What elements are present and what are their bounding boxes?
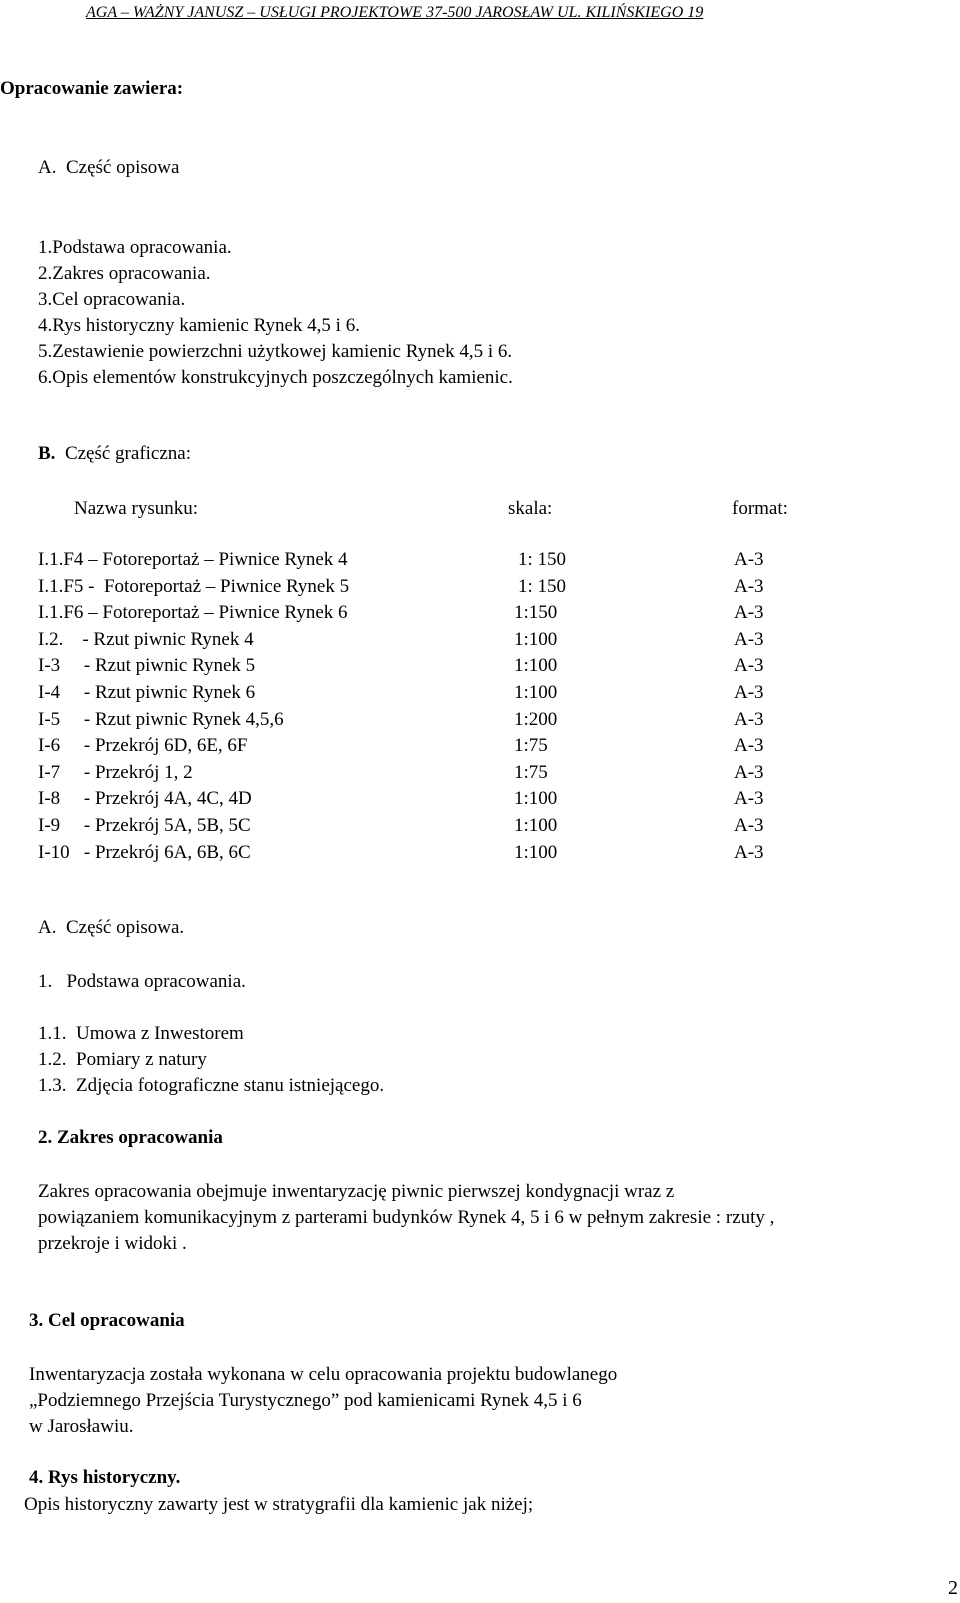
list-item: 1.1. Umowa z Inwestorem (38, 1023, 244, 1044)
list-item: 1.3. Zdjęcia fotograficzne stanu istniejącego. (38, 1075, 385, 1096)
list-item: 1.2. Pomiary z natury (38, 1049, 207, 1070)
table-cell-name: I.1.F4 – Fotoreportaż – Piwnice Rynek 4 (38, 549, 348, 570)
table-cell-scale: 1:100 (514, 815, 558, 836)
page-number: 2 (948, 1577, 958, 1599)
table-cell-scale: 1:200 (514, 709, 558, 730)
part-b-heading (38, 443, 191, 465)
toc-list (38, 235, 513, 391)
paragraph-line: przekroje i widoki . (38, 1233, 187, 1254)
part-a-label: A. (38, 157, 57, 178)
table-cell-name: I-9 - Przekrój 5A, 5B, 5C (38, 815, 251, 836)
table-cell-name: I-4 - Rzut piwnic Rynek 6 (38, 682, 256, 703)
table-cell-name: I-8 - Przekrój 4A, 4C, 4D (38, 788, 252, 809)
table-cell-name: I.1.F5 - Fotoreportaż – Piwnice Rynek 5 (38, 576, 350, 597)
table-cell-scale: 1:100 (514, 842, 558, 863)
section-a-label: A. (38, 917, 57, 938)
section-a-title: Część opisowa. (65, 917, 185, 938)
table-cell-scale: 1:100 (514, 629, 558, 650)
section-1-list (38, 1021, 384, 1099)
section-4-text: Opis historyczny zawarty jest w stratygrafii dla kamienic jak niżej; (24, 1494, 534, 1515)
paragraph-line: Inwentaryzacja została wykonana w celu opracowania projektu budowlanego (29, 1364, 618, 1385)
section-3-paragraph (29, 1362, 617, 1440)
section-1-heading (38, 971, 246, 993)
table-header-format: format: (732, 498, 788, 519)
part-a-title: Część opisowa (65, 157, 180, 178)
section-1-label: 1. (38, 971, 53, 992)
section-a-heading (38, 917, 184, 939)
table-cell-scale: 1:150 (514, 602, 558, 623)
table-cell-format: A-3 (734, 709, 764, 730)
table-cell-name: I-3 - Rzut piwnic Rynek 5 (38, 655, 256, 676)
contents-title: Opracowanie zawiera: (0, 78, 184, 99)
section-3-heading: 3. Cel opracowania (29, 1310, 185, 1331)
section-2-paragraph (38, 1179, 774, 1257)
table-header-name: Nazwa rysunku: (74, 498, 198, 519)
table-cell-format: A-3 (734, 815, 764, 836)
table-cell-scale: 1: 150 (518, 576, 567, 597)
table-cell-format: A-3 (734, 549, 764, 570)
table-cell-scale: 1:100 (514, 655, 558, 676)
paragraph-line: w Jarosławiu. (29, 1416, 134, 1437)
part-a-heading (38, 157, 179, 179)
section-1-title: Podstawa opracowania. (66, 971, 246, 992)
paragraph-line: powiązaniem komunikacyjnym z parterami budynków Rynek 4, 5 i 6 w pełnym zakresie : rzuty , (38, 1207, 775, 1228)
table-cell-scale: 1:100 (514, 682, 558, 703)
table-cell-format: A-3 (734, 788, 764, 809)
table-cell-scale: 1:100 (514, 788, 558, 809)
toc-item: 6.Opis elementów konstrukcyjnych poszczególnych kamienic. (38, 367, 513, 388)
table-cell-format: A-3 (734, 576, 764, 597)
paragraph-line: Zakres opracowania obejmuje inwentaryzację piwnic pierwszej kondygnacji wraz z (38, 1181, 675, 1202)
page-header: AGA – WAŻNY JANUSZ – USŁUGI PROJEKTOWE 37-500 JAROSŁAW UL. KILIŃSKIEGO 19 (86, 4, 704, 21)
section-4-heading: 4. Rys historyczny. (29, 1467, 181, 1488)
table-cell-scale: 1:75 (514, 762, 548, 783)
toc-item: 1.Podstawa opracowania. (38, 237, 232, 258)
toc-item: 5.Zestawienie powierzchni użytkowej kamienic Rynek 4,5 i 6. (38, 341, 513, 362)
part-b-title: Część graficzna: (64, 443, 191, 464)
table-cell-format: A-3 (734, 629, 764, 650)
table-cell-format: A-3 (734, 655, 764, 676)
table-cell-name: I-10 - Przekrój 6A, 6B, 6C (38, 842, 251, 863)
table-cell-format: A-3 (734, 735, 764, 756)
toc-item: 2.Zakres opracowania. (38, 263, 211, 284)
table-cell-format: A-3 (734, 762, 764, 783)
section-2-heading: 2. Zakres opracowania (38, 1127, 223, 1148)
table-cell-scale: 1:75 (514, 735, 548, 756)
table-cell-format: A-3 (734, 842, 764, 863)
table-cell-name: I-5 - Rzut piwnic Rynek 4,5,6 (38, 709, 284, 730)
table-header-scale: skala: (508, 498, 553, 519)
table-cell-format: A-3 (734, 602, 764, 623)
toc-item: 3.Cel opracowania. (38, 289, 186, 310)
table-cell-name: I-7 - Przekrój 1, 2 (38, 762, 193, 783)
table-cell-name: I.1.F6 – Fotoreportaż – Piwnice Rynek 6 (38, 602, 348, 623)
table-cell-format: A-3 (734, 682, 764, 703)
table-cell-name: I-6 - Przekrój 6D, 6E, 6F (38, 735, 248, 756)
table-cell-name: I.2. - Rzut piwnic Rynek 4 (38, 629, 254, 650)
part-b-label: B. (38, 443, 56, 464)
paragraph-line: „Podziemnego Przejścia Turystycznego” pod kamienicami Rynek 4,5 i 6 (29, 1390, 582, 1411)
toc-item: 4.Rys historyczny kamienic Rynek 4,5 i 6. (38, 315, 360, 336)
table-cell-scale: 1: 150 (518, 549, 567, 570)
